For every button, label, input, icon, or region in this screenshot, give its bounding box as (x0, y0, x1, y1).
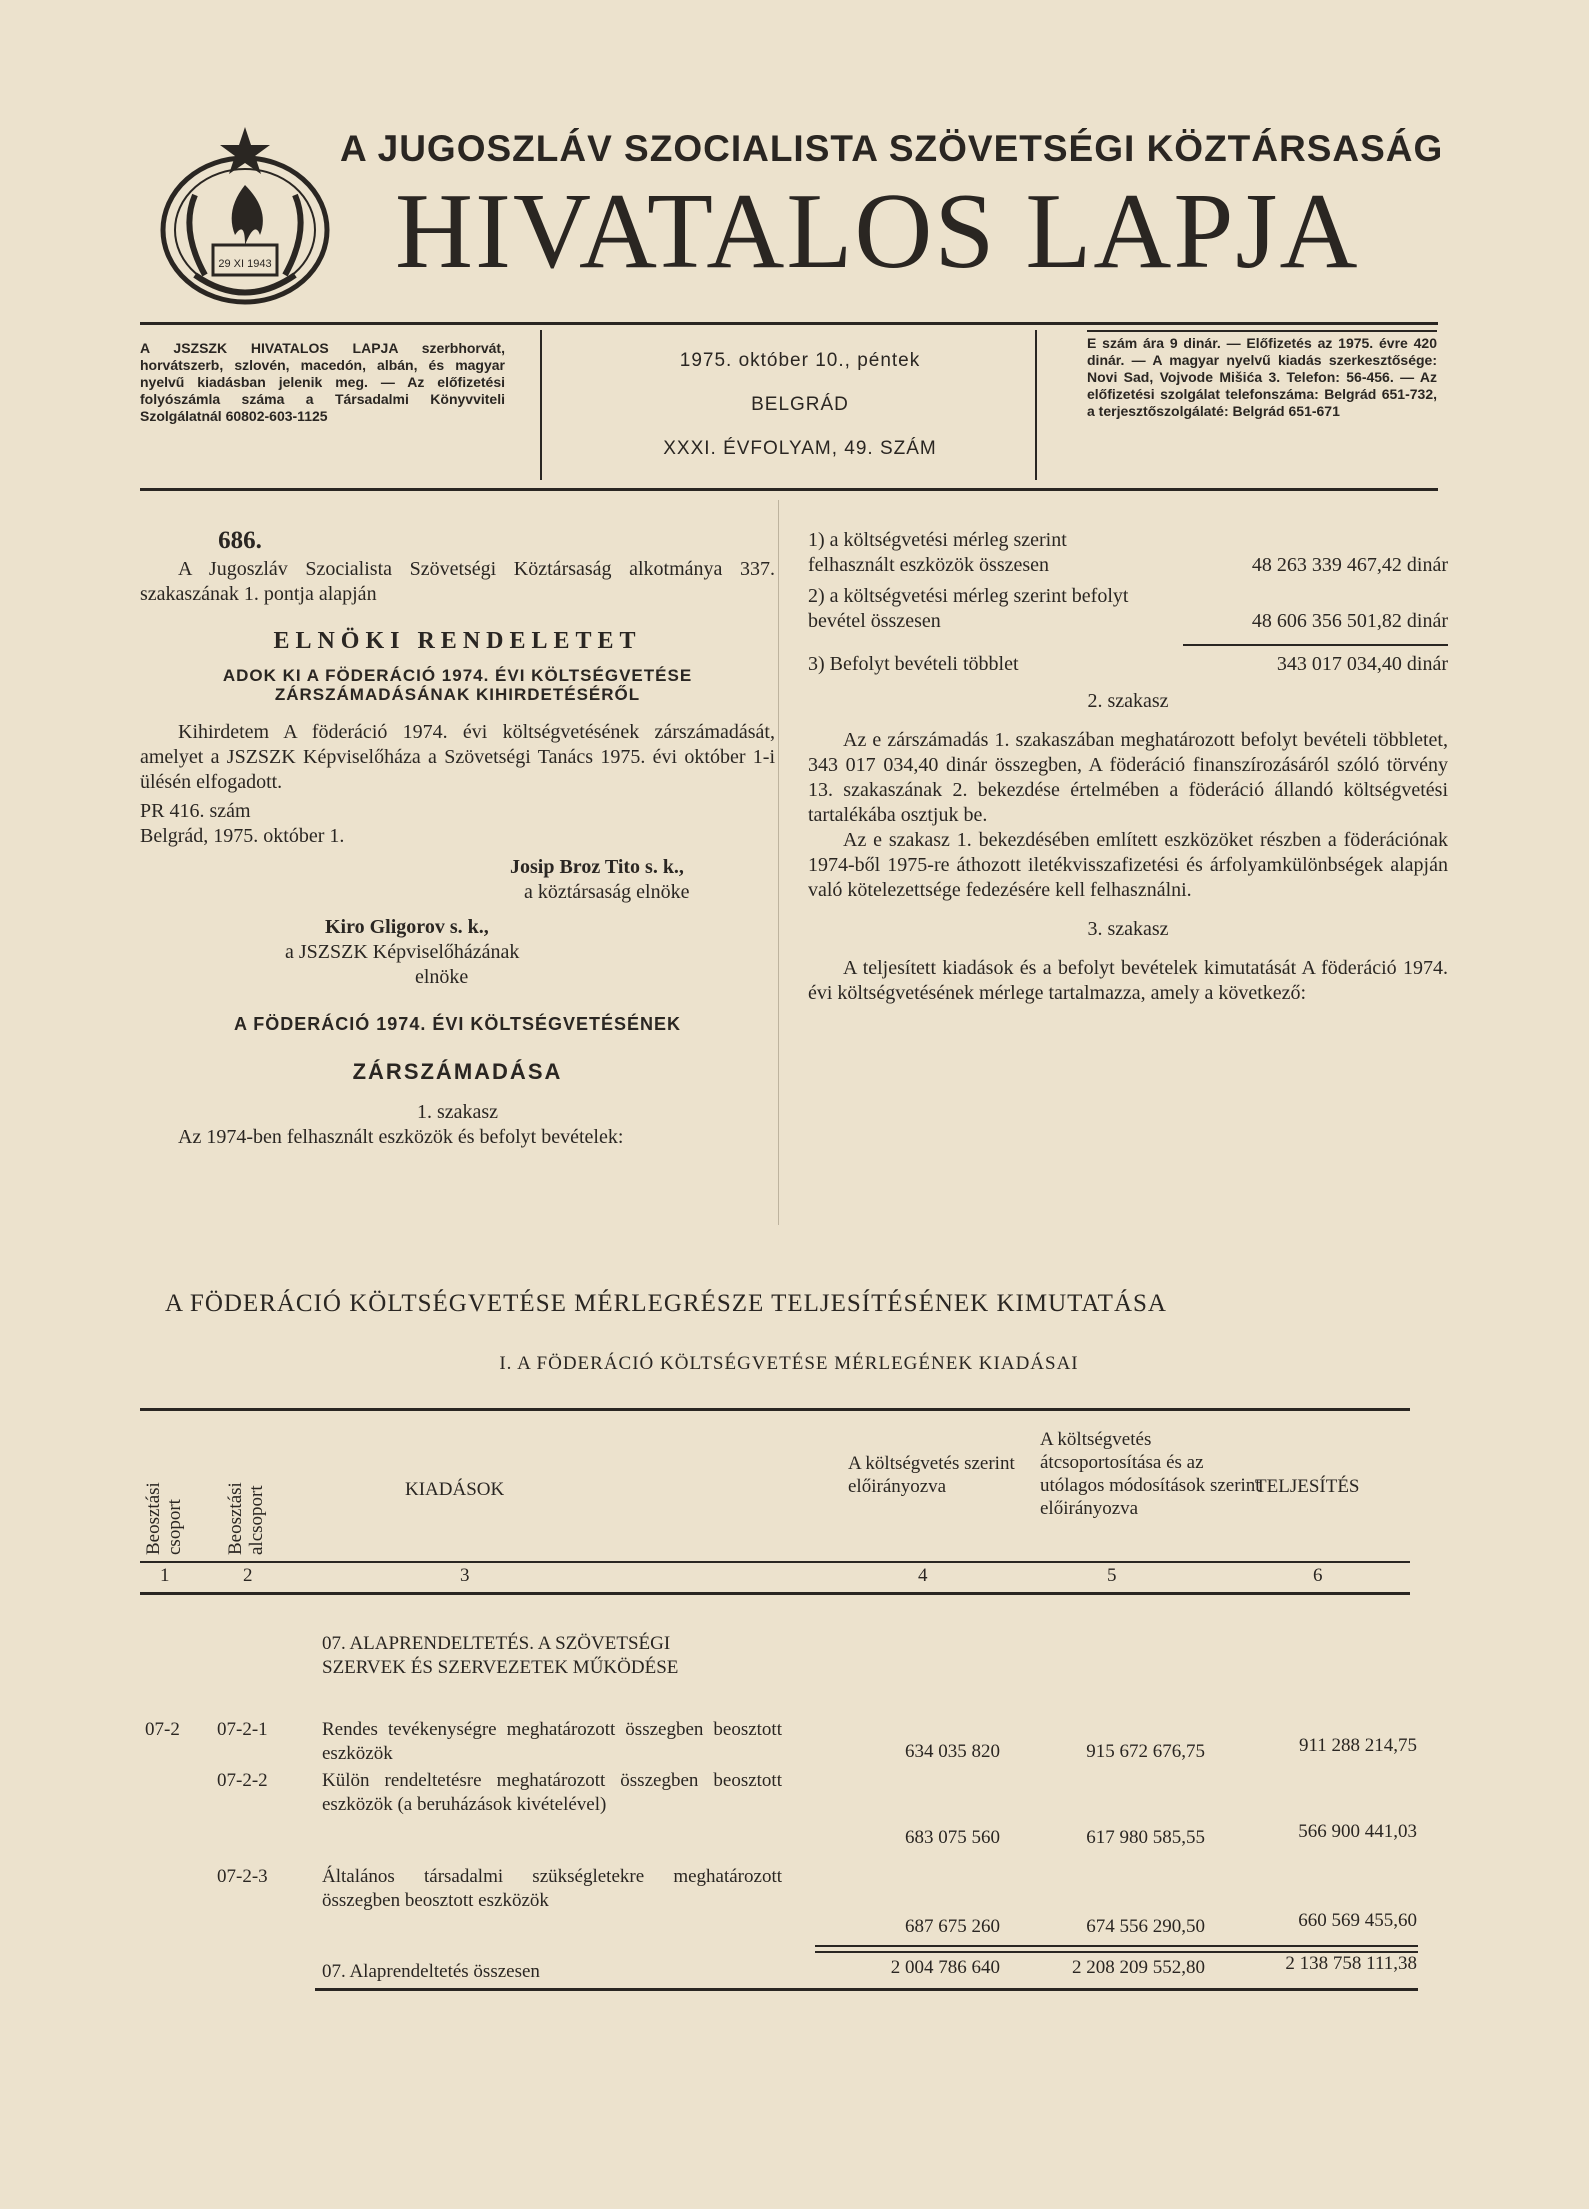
signer-role: a köztársaság elnöke (524, 881, 690, 903)
sum-value: 343 017 034,40 dinár (1276, 653, 1448, 675)
section-1-text: Az 1974-ben felhasznált eszközök és befolyt bevételek: (178, 1126, 624, 1148)
row-fulfilment: 660 569 455,60 (1298, 1910, 1417, 1931)
table-subtitle: I. A FÖDERÁCIÓ KÖLTSÉGVETÉSE MÉRLEGÉNEK KIADÁSAI (499, 1353, 1079, 1374)
section-2-paragraph-1: Az e zárszámadás 1. szakaszában meghatározott befolyt bevételi többletet, 343 017 034,40 dinár összegben, A föderáció finanszírozásáról szóló törvény 13. szakaszának 2. bekezdése értelmében a föderáció állandó költségvetési tartalékába osztjuk be. (808, 729, 1448, 826)
row-subgroup: 07-2-1 (217, 1719, 268, 1740)
column-header-planned: A költségvetés szerint előirányozva (848, 1453, 1015, 1497)
decree-body: Kihirdetem A föderáció 1974. évi költségvetésének zárszámadását, amelyet a JSZSZK Képviselőháza a Szövetségi Tanács 1975. évi október 1-i ülésén elfogadott. (140, 721, 775, 793)
signer-role-cont: elnöke (415, 966, 469, 988)
masthead-info-right: E szám ára 9 dinár. — Előfizetés az 1975. évre 420 dinár. — A magyar nyelvű kiadás szerkesztősége: Novi Sad, Vojvode Mišića 3. Telefon: 56-456. — Az előfizetési szolgálat telefonszáma: Belgrád 651-732, a terjesztőszolgálaté: Belgrád 651-671 (1087, 335, 1437, 419)
state-emblem-icon (155, 125, 335, 310)
section-1-heading: 1. szakasz (416, 1101, 499, 1123)
reference-number: PR 416. szám (140, 800, 251, 822)
republic-name: A JUGOSZLÁV SZOCIALISTA SZÖVETSÉGI KÖZTÁRSASÁG (340, 128, 1444, 169)
total-revised: 2 208 209 552,80 (1072, 1957, 1205, 1978)
row-revised: 915 672 676,75 (1086, 1741, 1205, 1762)
sum-label: 2) a költségvetési mérleg szerint befolyt bevétel összesen (808, 585, 1129, 632)
column-number: 5 (1107, 1565, 1117, 1586)
row-revised: 617 980 585,55 (1086, 1827, 1205, 1848)
sum-row-revenue (808, 584, 1448, 634)
column-number: 4 (918, 1565, 928, 1586)
signature-gligorov (140, 915, 775, 990)
section-3-paragraph: A teljesített kiadások és a befolyt bevételek kimutatását A föderáció 1974. évi költségvetésének mérlege tartalmazza, amely a következő: (808, 957, 1448, 1004)
emblem-date: 29 XI 1943 (218, 258, 272, 270)
column-number: 3 (460, 1565, 470, 1586)
column-header-group: Beosztási csoport (143, 1482, 185, 1555)
sum-label: 1) a költségvetési mérleg szerint felhasznált eszközök összesen (808, 529, 1067, 576)
section-2-paragraph-2: Az e szakasz 1. bekezdésében említett eszközöket részben a föderációnak 1974-ből 1975-re áthozott iletékvisszafizetési és árfolyamkülönbségek alapján való kötelezettsége fedezésére kell felhasználni. (808, 829, 1448, 901)
signer-name: Josip Broz Tito s. k., (510, 856, 684, 878)
row-fulfilment: 566 900 441,03 (1298, 1821, 1417, 1842)
signer-role: a JSZSZK Képviselőházának (285, 941, 520, 963)
decree-heading: ELNÖKI RENDELETET (273, 628, 642, 654)
section-2-heading: 2. szakasz (1087, 690, 1169, 712)
section-3-heading: 3. szakasz (1087, 918, 1169, 940)
right-column (808, 528, 1448, 1006)
row-planned: 634 035 820 (905, 1741, 1000, 1762)
decree-title: ADOK KI A FÖDERÁCIÓ 1974. ÉVI KÖLTSÉGVETÉSE ZÁRSZÁMADÁSÁNAK KIHIRDETÉSÉRŐL (222, 666, 693, 704)
row-subgroup: 07-2-3 (217, 1866, 268, 1887)
row-planned: 683 075 560 (905, 1827, 1000, 1848)
sum-row-surplus (808, 652, 1448, 677)
document-title: A FÖDERÁCIÓ 1974. ÉVI KÖLTSÉGVETÉSÉNEK (233, 1014, 682, 1034)
signer-name: Kiro Gligorov s. k., (325, 916, 489, 938)
column-header-expenses: KIADÁSOK (405, 1479, 505, 1500)
masthead-info-left: A JSZSZK HIVATALOS LAPJA szerbhorvát, horvátszerb, szlovén, macedón, albán, és magyar nyelvű kiadásban jelenik meg. — Az előfizetési folyószámla száma a Társadalmi Könyvviteli Szolgálatnál 60802-603-1125 (140, 340, 505, 424)
column-header-fulfilment: TELJESÍTÉS (1255, 1476, 1360, 1497)
sum-label: 3) Befolyt bevételi többlet (808, 653, 1019, 675)
issue-number: XXXI. ÉVFOLYAM, 49. SZÁM (663, 438, 937, 459)
issue-city: BELGRÁD (751, 394, 849, 415)
decree-number: 686. (218, 527, 262, 554)
row-description: Külön rendeltetésre meghatározott összegben beosztott eszközök (a beruházások kivételével) (322, 1770, 782, 1815)
total-label: 07. Alaprendeltetés összesen (322, 1961, 540, 1982)
column-number: 1 (160, 1565, 170, 1586)
total-fulfilment: 2 138 758 111,38 (1285, 1953, 1417, 1974)
total-planned: 2 004 786 640 (890, 1957, 1000, 1978)
column-header-subgroup: Beosztási alcsoport (225, 1482, 267, 1555)
row-fulfilment: 911 288 214,75 (1298, 1735, 1417, 1756)
row-description: Rendes tevékenységre meghatározott összegben beosztott eszközök (322, 1719, 782, 1764)
masthead-issue (560, 350, 1040, 482)
column-header-revised: A költségvetés átcsoportosítása és az utólagos módosítások szerint előirányozva (1040, 1429, 1261, 1519)
sum-value: 48 263 339 467,42 dinár (1251, 554, 1448, 576)
sum-value: 48 606 356 501,82 dinár (1251, 610, 1448, 632)
sum-row-expenditure (808, 528, 1448, 578)
document-subtitle: ZÁRSZÁMADÁSA (352, 1059, 563, 1084)
row-subgroup: 07-2-2 (217, 1770, 268, 1791)
page-title: HIVATALOS LAPJA (395, 172, 1360, 291)
left-column (140, 528, 775, 1150)
column-number: 2 (243, 1565, 253, 1586)
table-section-heading: 07. ALAPRENDELTETÉS. A SZÖVETSÉGI SZERVEK ÉS SZERVEZETEK MŰKÖDÉSE (322, 1633, 679, 1678)
row-group: 07-2 (145, 1719, 180, 1740)
signature-tito (140, 855, 775, 905)
preamble: A Jugoszláv Szocialista Szövetségi Köztársaság alkotmánya 337. szakaszának 1. pontja alapján (140, 558, 775, 605)
issue-date: 1975. október 10., péntek (679, 350, 921, 371)
column-number: 6 (1313, 1565, 1323, 1586)
row-planned: 687 675 260 (905, 1916, 1000, 1937)
place-date: Belgrád, 1975. október 1. (140, 825, 345, 847)
table-title: A FÖDERÁCIÓ KÖLTSÉGVETÉSE MÉRLEGRÉSZE TELJESÍTÉSÉNEK KIMUTATÁSA (165, 1290, 1167, 1317)
row-description: Általános társadalmi szükségletekre meghatározott összegben beosztott eszközök (322, 1866, 782, 1911)
row-revised: 674 556 290,50 (1086, 1916, 1205, 1937)
